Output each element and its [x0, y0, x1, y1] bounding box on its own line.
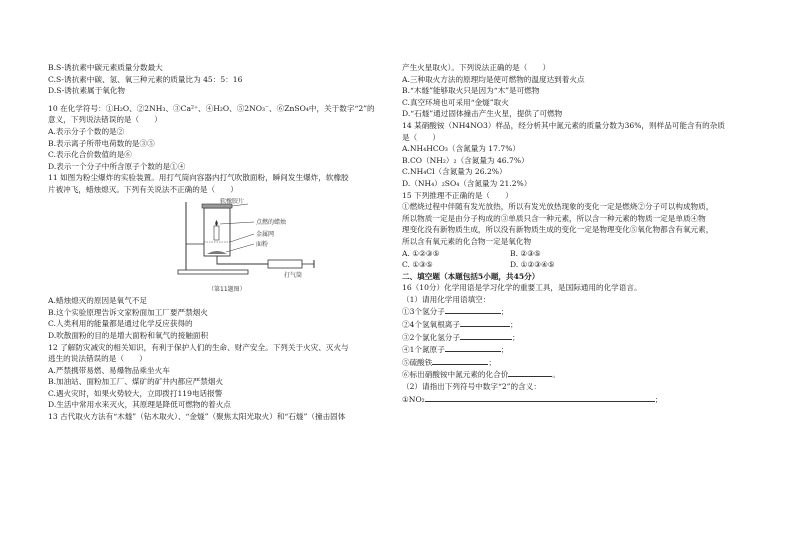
- q11-option-d: D.吹散面粉的目的是增大面粉和氧气的接触面积: [48, 330, 209, 340]
- q15-stem-line3: 所以物质一定是由分子构成的③单质只含一种元素，所以含一种元素的物质一定是单质④物: [402, 213, 706, 223]
- q15-option-a: A. ①②③⑤: [402, 248, 440, 258]
- flour-pile: [207, 251, 227, 254]
- candle-flame: [215, 220, 218, 226]
- q10-option-a: A.表示分子个数的是②: [48, 126, 125, 136]
- q14-option-b: B.CO（NH₂）₂（含氮量为 46.7%）: [402, 155, 529, 165]
- q11-option-b: B.这个实验原理告诉文家粉面加工厂要严禁烟火: [48, 307, 208, 317]
- candle: [214, 226, 219, 240]
- q12-option-d: D.生活中常用水来灭火，其原理是降低可燃物的着火点: [48, 400, 231, 410]
- q12-option-a: A.严禁携带易燃、易爆物品乘坐火车: [48, 365, 170, 375]
- label-flour: 面粉: [256, 240, 269, 248]
- q16-item1: ①3个氢分子 ；: [402, 307, 509, 317]
- q15-stem-line2: ①燃烧过程中伴随有发光放热，所以有发光放热现象的变化一定是燃烧②分子可以构成物质，: [402, 202, 714, 212]
- q11-option-c: C.人类利用的能量都是通过化学反应获得的: [48, 319, 193, 329]
- q15-options-row1: [402, 248, 754, 260]
- label-rubber-sheet: 软橡胶片: [220, 197, 245, 205]
- q10-option-c: C.表示化合价数值的是⑥: [48, 150, 132, 160]
- answer-blank[interactable]: [445, 305, 501, 314]
- q15-options-row2: [402, 259, 754, 271]
- q13-option-b: B.“木燧”能够取火只是因为“木”是可燃物: [402, 86, 540, 96]
- q13-stem-line1: 13 古代取火方法有“木燧”（钻木取火）、“金燧”（聚焦太阳光取火）和“石燧”（撞击固体: [48, 412, 346, 422]
- section-2-title: 二、填空题（本题包括5小题，共45分）: [402, 271, 540, 281]
- air-tube: [217, 256, 268, 264]
- answer-blank[interactable]: [445, 343, 501, 352]
- q15-stem-line1: 15 下列推理不正确的是（ ）: [402, 190, 513, 200]
- dust-explosion-figure: [176, 198, 356, 284]
- q13-option-a: A.三种取火方法的原理均是使可燃物的温度达到着火点: [402, 74, 585, 84]
- q10-option-d: D.表示一个分子中所含原子个数的是①④: [48, 161, 186, 171]
- q13-option-d: D.“石燧”通过固体撞击产生火星，提供了可燃物: [402, 109, 563, 119]
- q12-stem-line2: 逃生的说法错误的是（ ）: [48, 354, 147, 364]
- q11-option-a: A.蜡烛熄灭的原因是氧气不足: [48, 296, 148, 306]
- answer-blank[interactable]: [425, 393, 655, 402]
- q15-stem-line5: 所以含有氧元素的化合物一定是氧化物: [402, 236, 532, 246]
- q9-option-c: C.S-诱抗素中碳、氢、氧三种元素的质量比为 45：5：16: [48, 74, 243, 84]
- stand-base: [178, 270, 248, 274]
- q14-option-c: C.NH₄Cl（含氮量为 26.2%）: [402, 167, 507, 177]
- q14-option-a: A.NH₄HCO₃（含氮量为 17.7%）: [402, 144, 521, 154]
- q15-option-b: B. ②③⑤: [510, 248, 541, 258]
- q12-option-c: C.遇火灾时，如果火势较大，立即拨打119电话报警: [48, 388, 223, 398]
- label-pump: 打气筒: [284, 271, 303, 279]
- answer-blank[interactable]: [508, 368, 552, 377]
- q16-item5: ⑤硫酸铁 ；: [402, 357, 496, 367]
- q16-stem: 16（10分）化学用语是学习化学的重要工具，是国际通用的化学语言。: [402, 283, 642, 293]
- q16-subitem1: ①NO₂ ；: [402, 394, 663, 404]
- figure-caption: （第11题图）: [208, 285, 246, 293]
- label-mesh: 金属网: [256, 230, 275, 238]
- q15-option-d: D. ①②③④⑤: [510, 260, 555, 270]
- q15-option-c: C. ①③⑤: [402, 260, 433, 270]
- q12-stem-line1: 12 了解防灾减灾的相关知识，有利于保护人们的生命、财产安全。下列关于火灾、灭火与: [48, 342, 349, 352]
- q14-stem-line2: 是（ ）: [402, 132, 440, 142]
- q11-stem-line2: 片被冲飞，蜡烛熄灭。下列有关说法不正确的是（ ）: [48, 184, 238, 194]
- q14-stem-line1: 14 某硝酸铵（NH4NO3）样品，经分析其中氮元素的质量分数为36%，则样品可能含有的杂质: [402, 120, 725, 130]
- q14-option-d: D.（NH₄）₂SO₄（含氮量为 21.2%）: [402, 178, 532, 188]
- apparatus-diagram: [176, 198, 356, 280]
- q13-option-c: C.真空环境也可采用“金燧”取火: [402, 97, 509, 107]
- q16-item4: ④1个氮原子 ；: [402, 345, 509, 355]
- left-column: [48, 62, 393, 423]
- right-column: [402, 62, 754, 405]
- q16-item2: ②4个氢氧根离子 ；: [402, 320, 518, 330]
- q10-stem-line2: 意义，下列说法错误的是（ ）: [48, 115, 162, 125]
- q10-stem-line1: 10 在化学符号：①H₂O、②2NH₃、③Ca²⁺、④H₂O、⑤2NO₃⁻、⑥ZnSO₄中，关于数字“2”的: [48, 103, 375, 113]
- q9-option-d: D.S-诱抗素属于氧化物: [48, 86, 126, 96]
- label-candle: 点燃的蜡烛: [256, 218, 287, 226]
- q13-stem-line2: 产生火星取火）。下列说法正确的是（ ）: [402, 63, 551, 72]
- answer-blank[interactable]: [460, 331, 512, 340]
- q16-item6: ⑥标出硝酸铵中氮元素的化合价 。: [402, 370, 560, 380]
- q9-option-b: B.S-诱抗素中碳元素质量分数最大: [48, 63, 163, 72]
- q11-stem-line1: 11 如图为粉尘爆炸的实验装置。用打气筒向容器内打气吹散面粉，瞬间发生爆炸，软橡胶: [48, 173, 349, 183]
- air-pump-body: [268, 260, 302, 268]
- q16-part1: （1）请用化学用语填空：: [402, 294, 491, 304]
- q10-option-b: B.表示离子所带电荷数的是③⑤: [48, 138, 155, 148]
- answer-blank[interactable]: [460, 318, 510, 327]
- q15-stem-line4: 理变化没有新物质生成，所以没有新物质生成的变化一定是物理变化⑤氧化物都含有氧元素，: [402, 225, 714, 235]
- q12-option-b: B.加油站、面粉加工厂、煤矿的矿井内都应严禁烟火: [48, 377, 224, 387]
- q16-item3: ③2个氯化氢分子 ；: [402, 332, 520, 342]
- q16-part2: （2）请指出下列符号中数字“2”的含义：: [402, 382, 541, 392]
- answer-blank[interactable]: [432, 356, 488, 365]
